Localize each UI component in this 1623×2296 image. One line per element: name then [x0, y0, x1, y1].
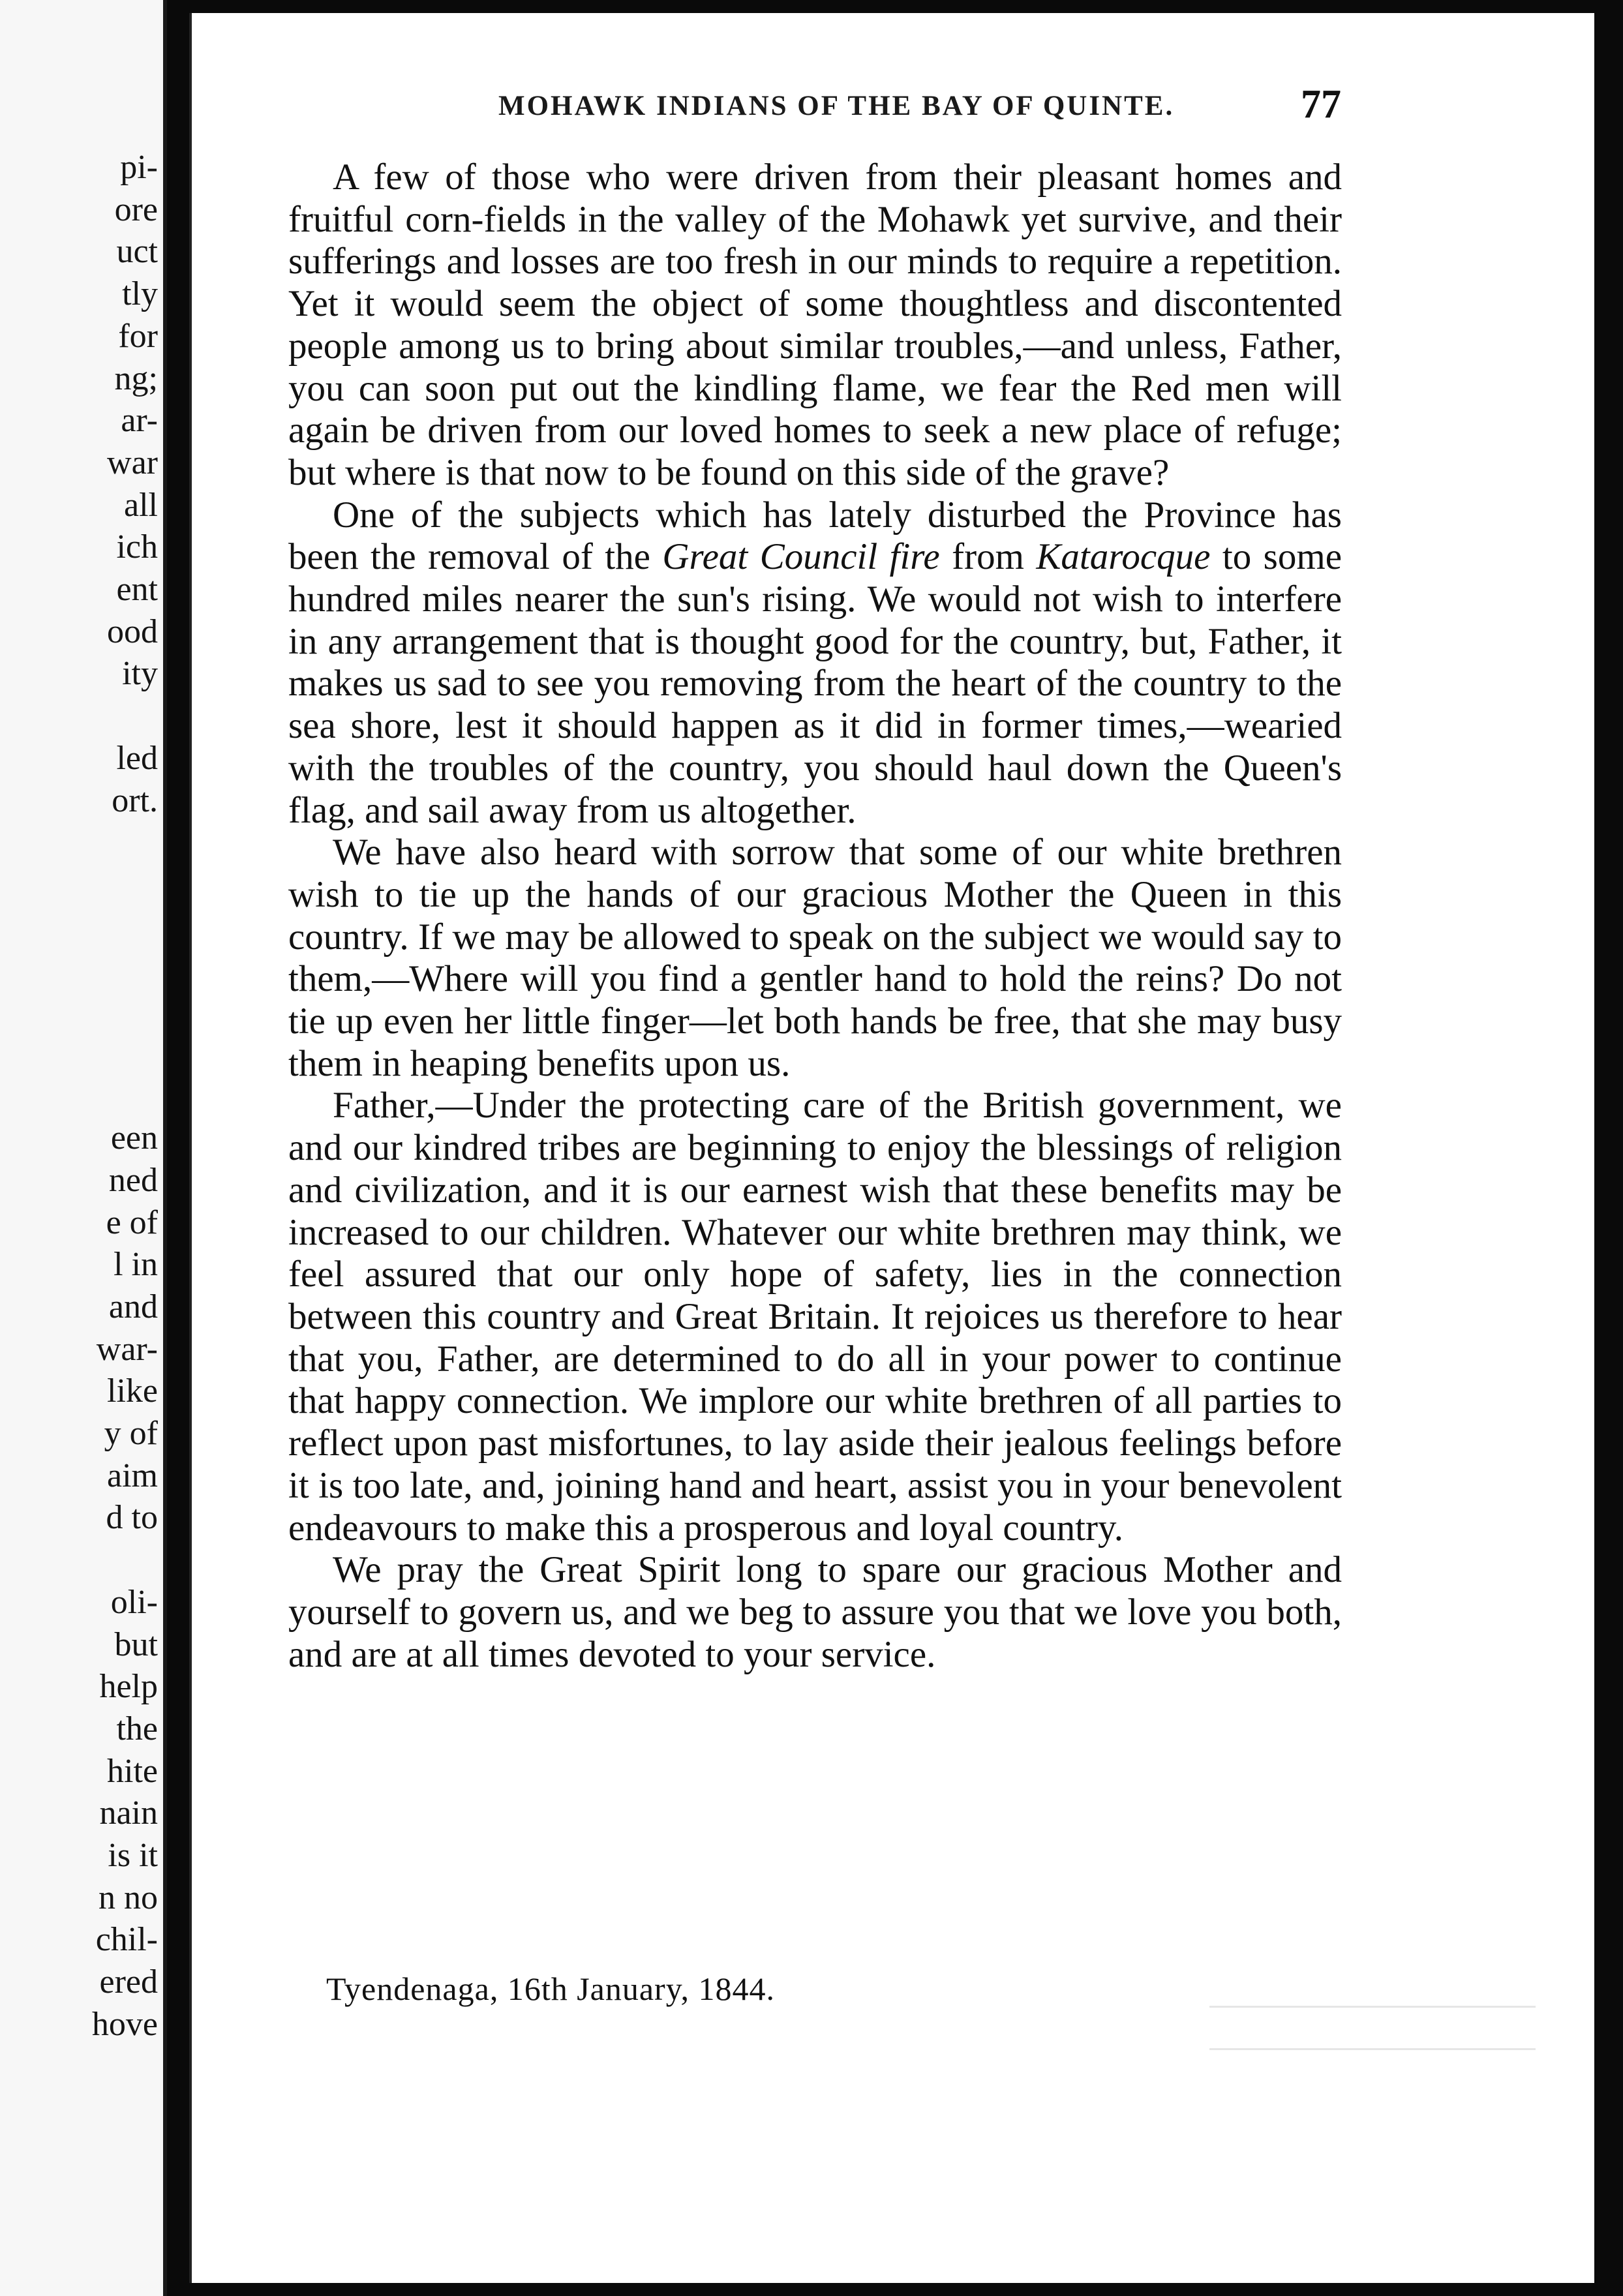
paragraph-text: We have also heard with sorrow that some of our white brethren wish to tie up the hands of our gracious Mother the Queen in this country. If we may be allowed to speak on the subject we would say to them,—Where will you find a gentler hand to hold the reins? Do not tie up even her little finger—let both hands be free, that she may busy them in heaping benefits upon us.	[288, 832, 1342, 1084]
paragraph	[288, 832, 1342, 1085]
facing-page-fragment: hite	[107, 1752, 158, 1790]
facing-page-fragment: ity	[122, 655, 158, 693]
bleed-through-line	[1209, 2006, 1536, 2008]
facing-page-fragment: hove	[91, 2005, 158, 2043]
running-head: MOHAWK INDIANS OF THE BAY OF QUINTE.	[498, 91, 1175, 121]
facing-page-fragment: l in	[114, 1246, 158, 1284]
paragraph	[288, 157, 1342, 494]
facing-page-fragment: chil-	[95, 1921, 158, 1959]
signature-line: Tyendenaga, 16th January, 1844.	[326, 1971, 775, 2007]
facing-page-fragment: d to	[106, 1499, 158, 1537]
body-text	[288, 157, 1342, 1676]
paragraph-text: Father,—Under the protecting care of the British government, we and our kindred tribes are beginning to enjoy the blessings of religion and civilization, and it is our earnest wish that these benefits may be increased to our children. Whatever our white brethren may think, we feel assured that our only hope of safety, lies in the connection between this country and Great Britain. It rejoices us therefore to hear that you, Father, are determined to do all in your power to continue that happy connection. We implore our white brethren of all parties to reflect upon past misfortunes, to lay aside their jealous feelings before it is too late, and, joining hand and heart, assist you in your benevolent endeavours to make this a prosperous and loyal country.	[288, 1085, 1342, 1548]
paragraph	[288, 1085, 1342, 1549]
italic-text: Katarocque	[1036, 536, 1211, 578]
facing-page-fragment: for	[118, 317, 158, 355]
facing-page-fragment: ort.	[112, 781, 158, 819]
facing-page-fragment: e of	[106, 1203, 158, 1241]
facing-page-fragment: led	[116, 739, 158, 777]
facing-page	[0, 0, 167, 2296]
facing-page-fragment: the	[116, 1710, 158, 1747]
paragraph-text: to some hundred miles nearer the sun's rising. We would not wish to interfere in any arrangement that is thought good for the country, but, Father, it makes us sad to see you removing from the heart of the country to the sea shore, lest it should happen as it did in former times,—wearied with the troubles of the country, you should haul down the Queen's flag, and sail away from us altogether.	[288, 536, 1342, 831]
paragraph-text: We pray the Great Spirit long to spare our gracious Mother and yourself to govern us, and we beg to assure you that we love you both, and are at all times devoted to your service.	[288, 1549, 1342, 1675]
facing-page-fragment: ore	[114, 190, 158, 228]
facing-page-fragment: all	[124, 486, 158, 524]
facing-page-fragment: ich	[116, 528, 158, 566]
paragraph-text: A few of those who were driven from their pleasant homes and fruitful corn-fields in the valley of the Mohawk yet survive, and their sufferings and losses are too fresh in our minds to require a repetition. Yet it would seem the object of some thoughtless and discontented people among us to bring about similar troubles,—and unless, Father, you can soon put out the kindling flame, we fear the Red men will again be driven from our loved homes to seek a new place of refuge; but where is that now to be found on this side of the grave?	[288, 157, 1342, 493]
facing-page-fragment: help	[99, 1668, 158, 1706]
book-page	[189, 13, 1594, 2283]
facing-page-fragment: uct	[116, 233, 158, 271]
facing-page-fragment: but	[114, 1625, 158, 1663]
facing-page-fragment: oli-	[110, 1583, 158, 1621]
facing-page-fragment: tly	[122, 275, 158, 313]
facing-page-fragment: ered	[99, 1963, 158, 2001]
paragraph	[288, 494, 1342, 832]
page-number: 77	[1301, 82, 1341, 127]
paragraph	[288, 1549, 1342, 1676]
facing-page-fragment: pi-	[120, 149, 158, 186]
facing-page-fragment: aim	[107, 1457, 158, 1494]
facing-page-fragment: and	[108, 1288, 158, 1325]
paragraph-text: One of the subjects which has lately disturbed the Province has been the removal of the	[288, 494, 1342, 578]
facing-page-fragment: ood	[107, 612, 158, 650]
facing-page-fragment: ned	[108, 1161, 158, 1199]
paragraph-text: from	[939, 536, 1037, 578]
bleed-through-line	[1209, 2048, 1536, 2050]
facing-page-fragment: war	[107, 444, 158, 481]
italic-text: Great Council fire	[662, 536, 940, 578]
facing-page-fragment: ent	[116, 571, 158, 608]
facing-page-fragment: ng;	[114, 359, 158, 397]
facing-page-fragment: y of	[104, 1415, 158, 1452]
facing-page-fragment: ar-	[121, 402, 158, 440]
facing-page-fragment: like	[107, 1372, 158, 1410]
facing-page-fragment: war-	[96, 1330, 158, 1368]
facing-page-fragment: n no	[99, 1879, 158, 1916]
facing-page-fragment: nain	[99, 1794, 158, 1832]
facing-page-fragment: is it	[108, 1837, 158, 1874]
facing-page-fragment: een	[110, 1119, 158, 1157]
